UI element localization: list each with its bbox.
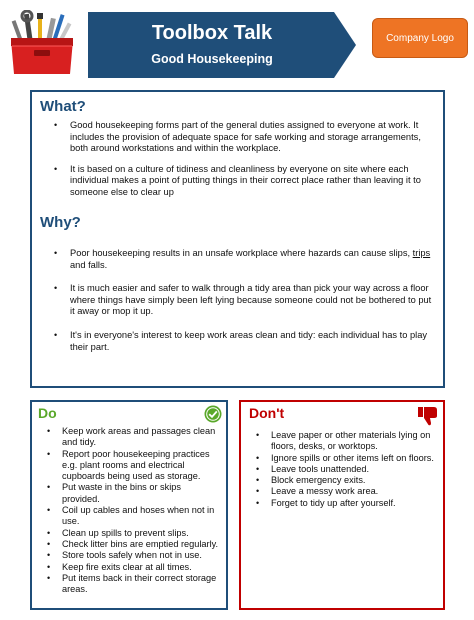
title-banner — [88, 12, 356, 78]
list-item: • Clean up spills to prevent slips. — [32, 528, 220, 539]
do-list — [32, 426, 220, 595]
list-item: • Report poor housekeeping practices e.g. plant rooms and electrical cupboards being used as storage. — [32, 449, 220, 483]
list-item: • It is much easier and safer to walk through a tidy area than pick your way across a floor where things have simply been left lying because someone could not be bothered to put it away or mop it up. — [40, 283, 438, 318]
list-item: • Keep fire exits clear at all times. — [32, 562, 220, 573]
dont-panel — [239, 400, 445, 610]
list-item: • Leave a messy work area. — [241, 486, 441, 497]
list-item: • Leave tools unattended. — [241, 464, 441, 475]
company-logo-placeholder: Company Logo — [372, 18, 468, 58]
page-subtitle: Good Housekeeping — [151, 52, 273, 66]
what-list — [40, 120, 438, 199]
do-panel — [30, 400, 228, 610]
list-item: • Store tools safely when not in use. — [32, 550, 220, 561]
list-item: • It's in everyone's interest to keep work areas clean and tidy: each individual has to play their part. — [40, 330, 438, 353]
dont-list — [241, 430, 441, 509]
list-item: • Coil up cables and hoses when not in use. — [32, 505, 220, 528]
why-list — [40, 248, 438, 353]
list-item: • Keep work areas and passages clean and tidy. — [32, 426, 220, 449]
list-item — [40, 248, 438, 271]
list-item: • Put items back in their correct storage areas. — [32, 573, 220, 596]
toolbox-icon — [8, 10, 76, 76]
page-title: Toolbox Talk — [151, 22, 273, 44]
trips-link[interactable]: trips — [412, 248, 431, 258]
check-badge-icon — [204, 405, 222, 423]
what-why-panel — [30, 90, 445, 388]
list-item: • Ignore spills or other items left on floors. — [241, 453, 441, 464]
list-item: • Good housekeeping forms part of the general duties assigned to everyone at work. It includes the provision of adequate space for safe working and storage arrangements, both around workstations and within the workplace. — [40, 120, 438, 155]
what-heading: What? — [40, 98, 86, 115]
why-heading: Why? — [40, 214, 81, 231]
why-text: and falls. — [70, 259, 108, 270]
dont-heading: Don't — [249, 405, 285, 421]
list-item: • Block emergency exits. — [241, 475, 441, 486]
list-item: • Leave paper or other materials lying on floors, desks, or worktops. — [241, 430, 441, 453]
do-heading: Do — [38, 405, 57, 421]
list-item: • Check litter bins are emptied regularly. — [32, 539, 220, 550]
list-item: • It is based on a culture of tidiness and cleanliness by everyone on site where each individual makes a point of putting things in their correct place rather than leaving it to someone else to clear up — [40, 164, 438, 199]
why-text: Poor housekeeping results in an unsafe workplace where hazards can cause slips, — [70, 248, 413, 258]
thumbs-down-icon — [417, 405, 439, 427]
list-item: • Forget to tidy up after yourself. — [241, 498, 441, 509]
list-item: • Put waste in the bins or skips provided. — [32, 482, 220, 505]
